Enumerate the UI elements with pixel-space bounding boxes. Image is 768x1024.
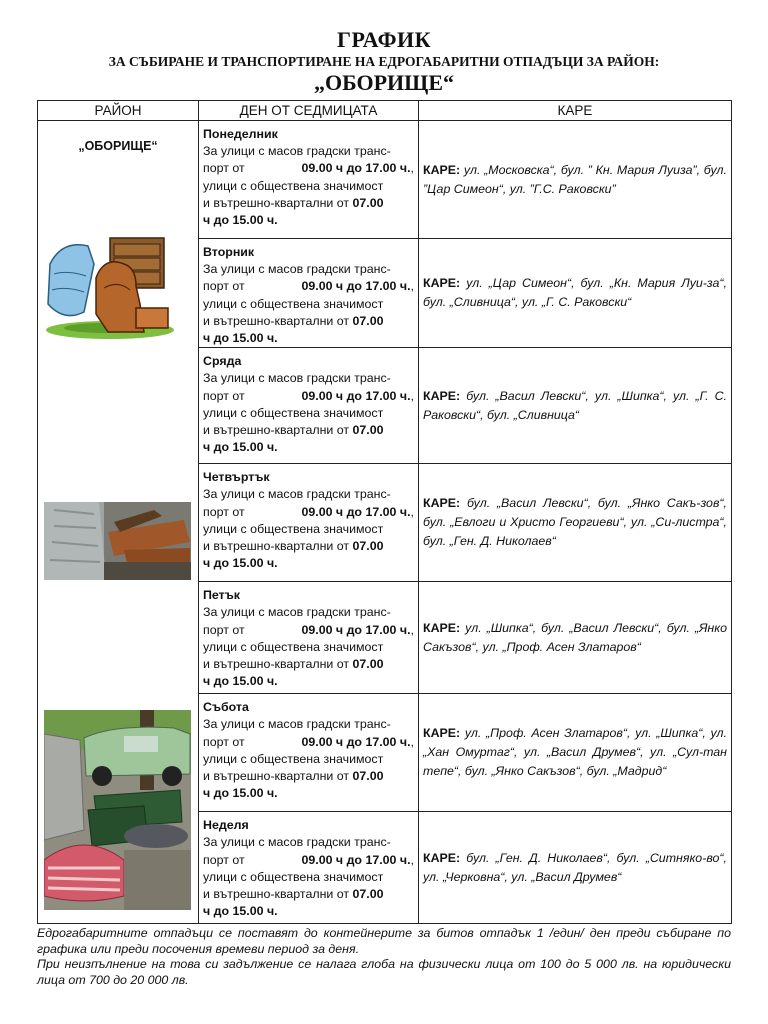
schedule-line: За улици с масов градски транс- [203,262,391,277]
column-header-district: РАЙОН [38,101,199,121]
schedule-time [301,160,414,177]
schedule-time [301,734,414,751]
schedule-line [203,160,414,177]
schedule-line [203,734,414,751]
day-name: Неделя [203,818,249,833]
schedule-line [203,852,414,869]
schedule-line: ч до 15.00 ч. [203,440,278,455]
schedule-line: улици с обществена значимост [203,639,384,654]
schedule-line [203,538,414,555]
kare-cell [419,694,732,812]
time-range: 09.00 ч до 17.00 ч. [301,504,411,519]
schedule-line: ч до 15.00 ч. [203,331,278,346]
kare-label: КАРЕ: [423,620,461,635]
schedule-line: За улици с масов градски транс- [203,144,391,159]
column-header-kare: КАРЕ [419,101,732,121]
kare-label: КАРЕ: [423,850,461,865]
schedule-time [301,504,414,521]
day-name: Четвъртък [203,470,270,485]
schedule-text: порт от [203,734,245,749]
schedule-line: ч до 15.00 ч. [203,786,278,801]
column-header-day: ДЕН ОТ СЕДМИЦАТА [199,101,419,121]
schedule-line: улици с обществена значимост [203,405,384,420]
schedule-time [301,278,414,295]
district-name: „ОБОРИЩЕ“ [78,139,158,153]
schedule-line [203,195,414,212]
schedule-text: , [410,388,414,403]
time-range: 09.00 ч до 17.00 ч. [301,852,411,867]
schedule-line [203,504,414,521]
schedule-text: и вътрешно-квартални от [203,769,353,784]
schedule-line: ч до 15.00 ч. [203,674,278,689]
page-subtitle: ЗА СЪБИРАНЕ И ТРАНСПОРТИРАНЕ НА ЕДРОГАБАРИТНИ ОТПАДЪЦИ ЗА РАЙОН: [108,54,660,69]
time-start: 07.00 [352,657,384,672]
schedule-text: , [410,622,414,637]
day-cell [199,464,419,582]
kare-cell [419,121,732,239]
schedule-text: и вътрешно-квартални от [203,887,353,902]
day-name: Петък [203,588,240,603]
kare-cell [419,582,732,694]
time-range: 09.00 ч до 17.00 ч. [301,734,411,749]
waste-photo-icon [44,502,191,580]
schedule-line [203,388,414,405]
time-start: 07.00 [352,313,384,328]
schedule-line: улици с обществена значимост [203,869,384,884]
schedule-line [203,656,414,673]
street-waste-photo-icon [44,710,191,910]
schedule-line [203,886,414,903]
schedule-line [203,422,414,439]
time-range: 09.00 ч до 17.00 ч. [301,388,411,403]
schedule-line [203,313,414,330]
schedule-line: ч до 15.00 ч. [203,904,278,919]
schedule-line [203,278,414,295]
day-cell [199,348,419,464]
schedule-text: , [410,279,414,294]
schedule-text: и вътрешно-квартални от [203,423,353,438]
schedule-text: порт от [203,161,245,176]
schedule-text: , [410,161,414,176]
schedule-line [203,622,414,639]
day-name: Понеделник [203,127,278,141]
kare-cell [419,464,732,582]
kare-streets: ул. „Московска“, бул. ” Кн. Мария Луиза”, бул. ”Цар Симеон“, ул. ”Г.С. Раковски” [423,162,727,196]
kare-label: КАРЕ: [423,276,461,291]
furniture-illustration-icon [44,234,174,340]
schedule-time [301,388,414,405]
district-title: „ОБОРИЩЕ“ [313,70,454,95]
schedule-text: порт от [203,504,245,519]
schedule-line: ч до 15.00 ч. [203,213,278,228]
schedule-text: и вътрешно-квартални от [203,657,353,672]
kare-streets: ул. „Проф. Асен Златаров“, ул. „Шипка“, ул. „Хан Омуртаг“, ул. „Васил Друмев“, ул. „Сул-тан тепе“, бул. „Янко Сакъзов“, бул. „Мадрид“ [423,726,727,779]
kare-cell [419,348,732,464]
schedule-time [301,852,414,869]
schedule-line: улици с обществена значимост [203,296,384,311]
schedule-text: и вътрешно-квартални от [203,539,353,554]
day-name: Събота [203,700,249,715]
schedule-text: порт от [203,388,245,403]
table-row [38,121,732,239]
schedule-text: и вътрешно-квартални от [203,313,353,328]
schedule-text: и вътрешно-квартални от [203,195,353,210]
schedule-line [203,768,414,785]
kare-cell [419,812,732,924]
kare-streets: ул. „Шипка“, бул. „Васил Левски“, бул. „Янко Сакъзов“, ул. „Проф. Асен Златаров“ [423,620,727,654]
schedule-text: , [410,852,414,867]
kare-streets: бул. „Васил Левски“, ул. „Шипка“, ул. „Г. С. Раковски“, бул. „Сливница“ [423,388,727,422]
schedule-line: За улици с масов градски транс- [203,835,391,850]
time-range: 09.00 ч до 17.00 ч. [301,622,411,637]
day-cell [199,239,419,348]
day-cell [199,582,419,694]
day-name: Сряда [203,354,242,369]
time-range: 09.00 ч до 17.00 ч. [301,279,411,294]
schedule-line: За улици с масов градски транс- [203,371,391,386]
schedule-text: порт от [203,279,245,294]
schedule-line: ч до 15.00 ч. [203,556,278,571]
time-start: 07.00 [352,887,384,902]
kare-label: КАРЕ: [423,496,461,511]
schedule-line: За улици с масов градски транс- [203,717,391,732]
schedule-text: , [410,504,414,519]
time-start: 07.00 [352,423,384,438]
schedule-line: улици с обществена значимост [203,178,384,193]
schedule-text: порт от [203,622,245,637]
time-start: 07.00 [352,539,384,554]
kare-streets: ул. „Цар Симеон“, бул. „Кн. Мария Луи-за“, бул. „Сливница“, ул. „Г. С. Раковски“ [423,276,727,310]
kare-streets: бул. „Ген. Д. Николаев“, бул. „Ситняко-во“, ул. „Черковна“, ул. „Васил Друмев“ [423,850,727,884]
schedule-text: порт от [203,852,245,867]
footer-note-fine: При неизпълнение на това си задължение се налага глоба на физически лица от 100 до 5 000 лв. на юридически лица от 700 до 20 000 лв. [37,957,731,987]
day-cell [199,121,419,239]
kare-label: КАРЕ: [423,726,461,741]
footer-note [37,926,731,988]
kare-label: КАРЕ: [423,388,461,403]
day-cell [199,812,419,924]
day-cell [199,694,419,812]
kare-label: КАРЕ: [423,162,461,177]
schedule-line: За улици с масов градски транс- [203,605,391,620]
schedule-time [301,622,414,639]
footer-note-placement: Едрогабаритните отпадъци се поставят до контейнерите за битов отпадък 1 /един/ ден преди събиране по графика или преди посочения времеви период за деня. [37,926,731,956]
schedule-line: улици с обществена значимост [203,751,384,766]
time-start: 07.00 [352,769,384,784]
day-name: Вторник [203,245,255,259]
time-range: 09.00 ч до 17.00 ч. [301,161,411,176]
table-header-row [38,101,732,121]
kare-streets: бул. „Васил Левски“, бул. „Янко Сакъ-зов“, бул. „Евлоги и Христо Георгиеви“, ул. „Си-листра“, бул. „Ген. Д. Николаев“ [423,496,727,549]
schedule-line: За улици с масов градски транс- [203,487,391,502]
kare-cell [419,239,732,348]
schedule-line: улици с обществена значимост [203,521,384,536]
time-start: 07.00 [352,195,384,210]
schedule-text: , [410,734,414,749]
page-title: ГРАФИК [336,27,432,52]
